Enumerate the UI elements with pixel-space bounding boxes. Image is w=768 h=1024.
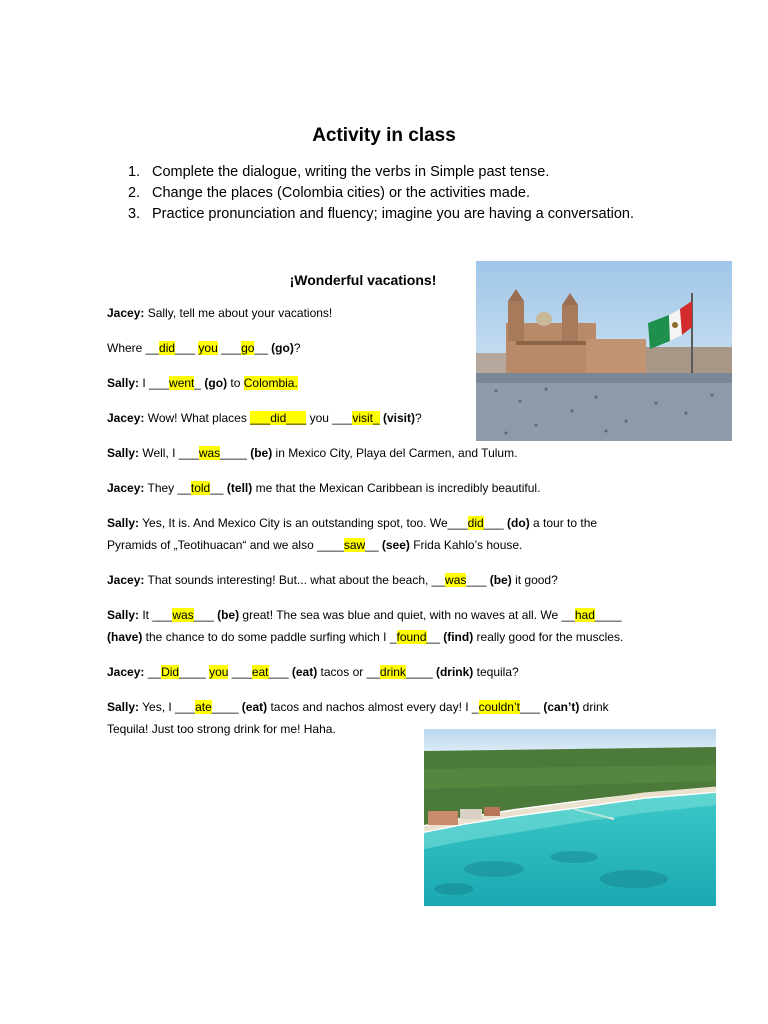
answer-highlight: went: [169, 376, 195, 390]
answer-highlight: was: [172, 608, 194, 622]
beach-photo: [424, 729, 716, 906]
dialogue-line: Sally: Yes, It is. And Mexico City is an outstanding spot, too. We___did___ (do) a tour to the: [107, 516, 598, 530]
dialogue-title: ¡Wonderful vacations!: [289, 272, 437, 288]
dialogue-line: Jacey: Sally, tell me about your vacations!: [107, 306, 333, 320]
answer-highlight: Did: [161, 665, 180, 679]
instruction-item: 1. Complete the dialogue, writing the verbs in Simple past tense.: [128, 164, 550, 180]
answer-highlight: saw: [343, 538, 366, 552]
answer-highlight: visit_: [352, 411, 380, 425]
answer-highlight: ate: [195, 700, 212, 714]
dialogue-line: Sally: Yes, I ___ate____ (eat) tacos and nachos almost every day! I _couldn’t___ (can’t) drink: [107, 700, 609, 714]
dialogue-line: Sally: Well, I ___was____ (be) in Mexico City, Playa del Carmen, and Tulum.: [107, 446, 518, 460]
answer-highlight: was: [445, 573, 467, 587]
instructions-list: [128, 162, 728, 225]
beach-image: [424, 729, 716, 906]
dialogue-line: Jacey: They __told__ (tell) me that the Mexican Caribbean is incredibly beautiful.: [107, 481, 541, 495]
dialogue: [107, 302, 667, 740]
answer-highlight: eat: [251, 665, 269, 679]
answer-highlight: Colombia.: [243, 376, 298, 390]
answer-highlight: drink: [379, 665, 406, 679]
answer-highlight: did: [159, 341, 176, 355]
dialogue-line: Tequila! Just too strong drink for me! Haha.: [107, 722, 336, 736]
page-title: Activity in class: [312, 125, 456, 146]
answer-highlight: did: [467, 516, 484, 530]
answer-highlight: ___did___: [250, 411, 307, 425]
instruction-item: 2. Change the places (Colombia cities) or the activities made.: [128, 185, 530, 201]
dialogue-line: Jacey: That sounds interesting! But... what about the beach, __was___ (be) it good?: [107, 573, 558, 587]
dialogue-line: (have) the chance to do some paddle surfing which I _found__ (find) really good for the muscles.: [107, 630, 624, 644]
answer-highlight: was: [198, 446, 221, 460]
answer-highlight: go: [241, 341, 255, 355]
dialogue-line: Jacey: Wow! What places ___did___ you ___visit_ (visit)?: [107, 411, 422, 425]
dialogue-line: Jacey: __Did____ you ___eat___ (eat) tacos or __drink____ (drink) tequila?: [107, 665, 519, 679]
answer-highlight: had: [574, 608, 595, 622]
instruction-item: 3. Practice pronunciation and fluency; imagine you are having a conversation.: [128, 206, 635, 222]
answer-highlight: couldn’t: [478, 700, 520, 714]
answer-highlight: told: [190, 481, 211, 495]
dialogue-line: Pyramids of „Teotihuacan“ and we also ____saw__ (see) Frida Kahlo’s house.: [107, 538, 523, 552]
dialogue-line: Where __did___ you ___go__ (go)?: [107, 341, 301, 355]
dialogue-line: Sally: I ___went_ (go) to Colombia.: [107, 376, 298, 390]
dialogue-line: Sally: It ___was___ (be) great! The sea was blue and quiet, with no waves at all. We __had____: [107, 608, 622, 622]
answer-highlight: found: [396, 630, 427, 644]
answer-highlight: you: [198, 341, 218, 355]
answer-highlight: you: [209, 665, 229, 679]
